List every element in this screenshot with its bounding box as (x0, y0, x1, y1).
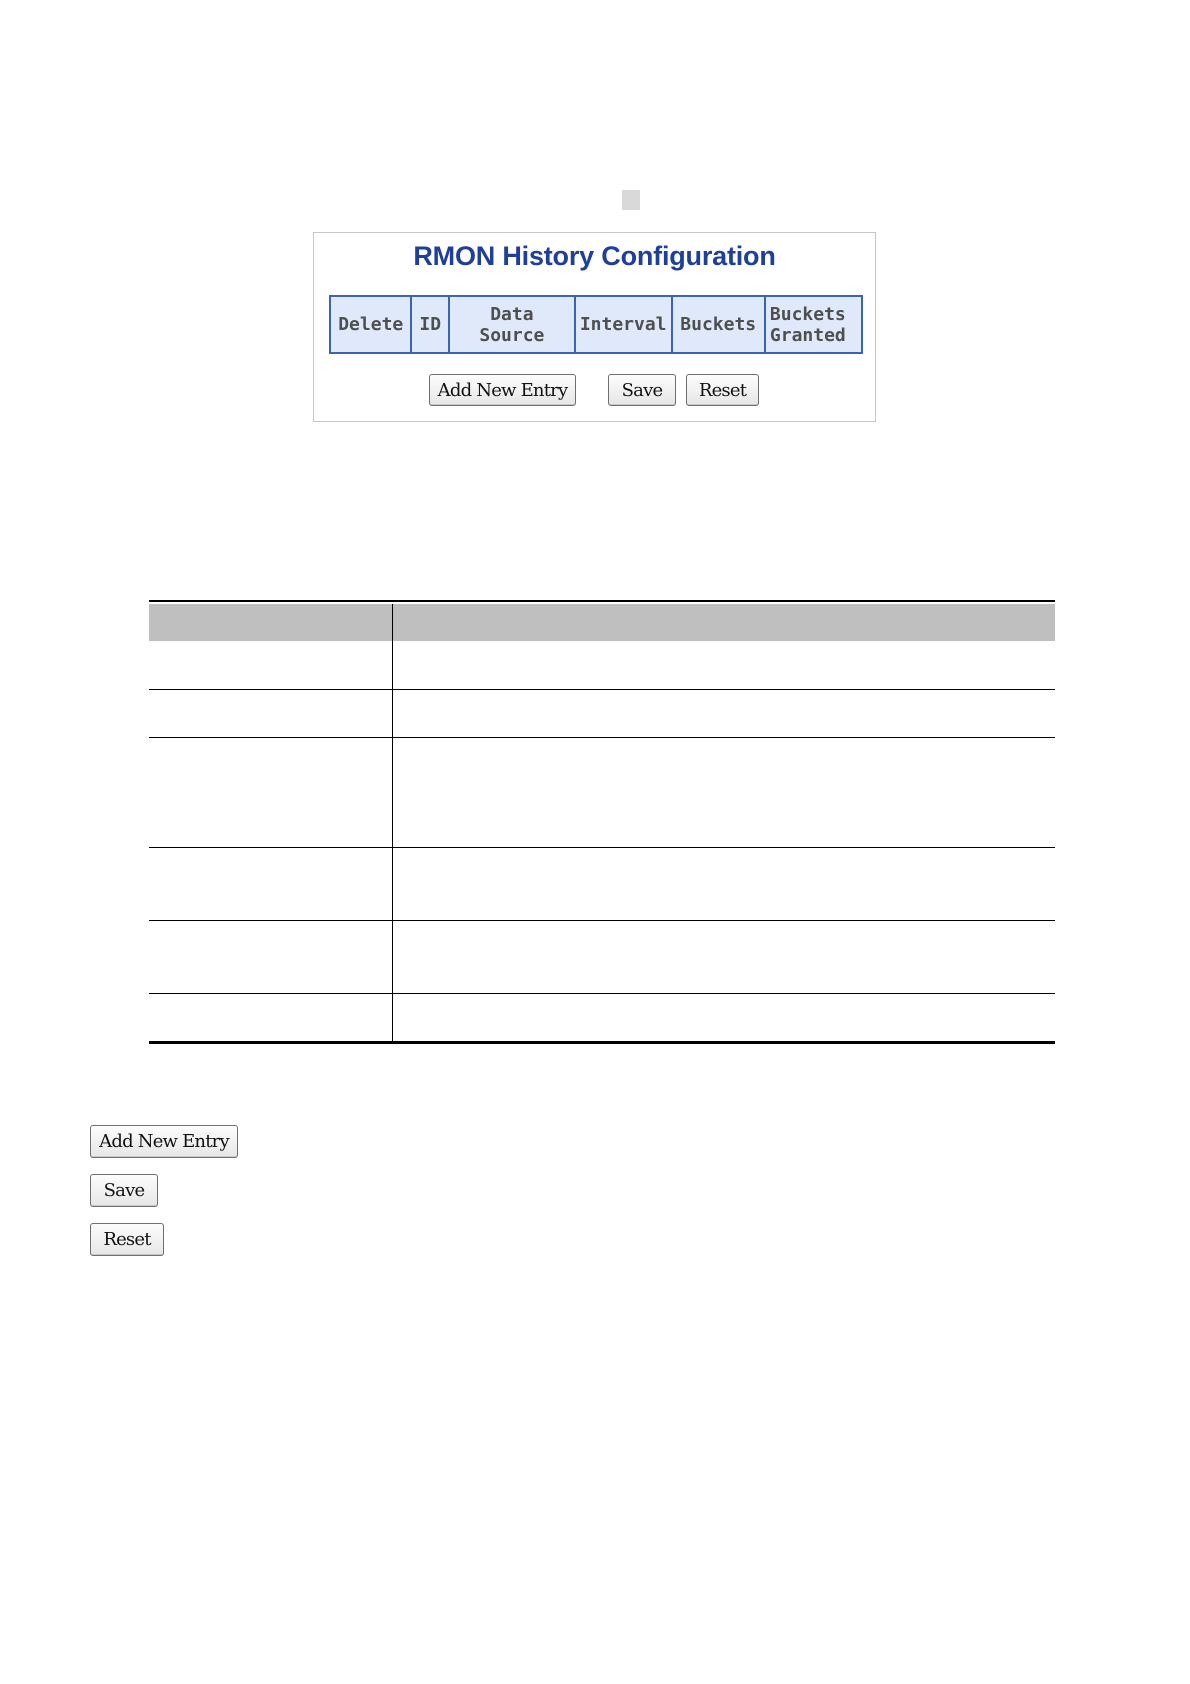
desc-cell-description (393, 848, 1055, 920)
history-table (329, 295, 863, 354)
table-row (149, 690, 1055, 738)
add-new-entry-button[interactable]: Add New Entry (429, 374, 576, 406)
desc-cell-object (149, 994, 392, 1041)
rmon-history-panel (313, 232, 876, 422)
desc-cell-object (149, 641, 392, 689)
desc-table-column-divider (392, 604, 393, 1043)
desc-header-object (149, 604, 392, 641)
desc-cell-object (149, 848, 392, 920)
figure-marker (622, 190, 640, 210)
desc-table-bottom-rule (149, 1041, 1055, 1044)
col-delete: Delete (330, 296, 411, 353)
panel-title: RMON History Configuration (413, 241, 776, 271)
desc-cell-object (149, 738, 392, 847)
reset-button[interactable]: Reset (686, 374, 759, 406)
desc-cell-object (149, 921, 392, 993)
history-table-header-row (330, 296, 862, 353)
table-row (149, 994, 1055, 1041)
desc-cell-description (393, 738, 1055, 847)
col-interval: Interval (575, 296, 672, 353)
save-button[interactable]: Save (608, 374, 676, 406)
table-row (149, 641, 1055, 690)
col-id: ID (411, 296, 449, 353)
desc-table-top-rule (149, 600, 1055, 602)
desc-cell-object (149, 690, 392, 737)
desc-cell-description (393, 641, 1055, 689)
legend-add-new-entry-button[interactable]: Add New Entry (90, 1125, 238, 1158)
table-row (149, 848, 1055, 921)
desc-cell-description (393, 921, 1055, 993)
legend-save-button[interactable]: Save (90, 1174, 158, 1207)
legend-reset-button[interactable]: Reset (90, 1223, 164, 1256)
table-row (149, 738, 1055, 848)
col-buckets-granted: Buckets Granted (765, 296, 862, 353)
desc-cell-description (393, 690, 1055, 737)
col-buckets: Buckets (672, 296, 765, 353)
desc-table-header (149, 604, 1055, 641)
desc-cell-description (393, 994, 1055, 1041)
col-data-source: Data Source (449, 296, 575, 353)
table-row (149, 921, 1055, 994)
desc-header-description (393, 604, 1055, 641)
